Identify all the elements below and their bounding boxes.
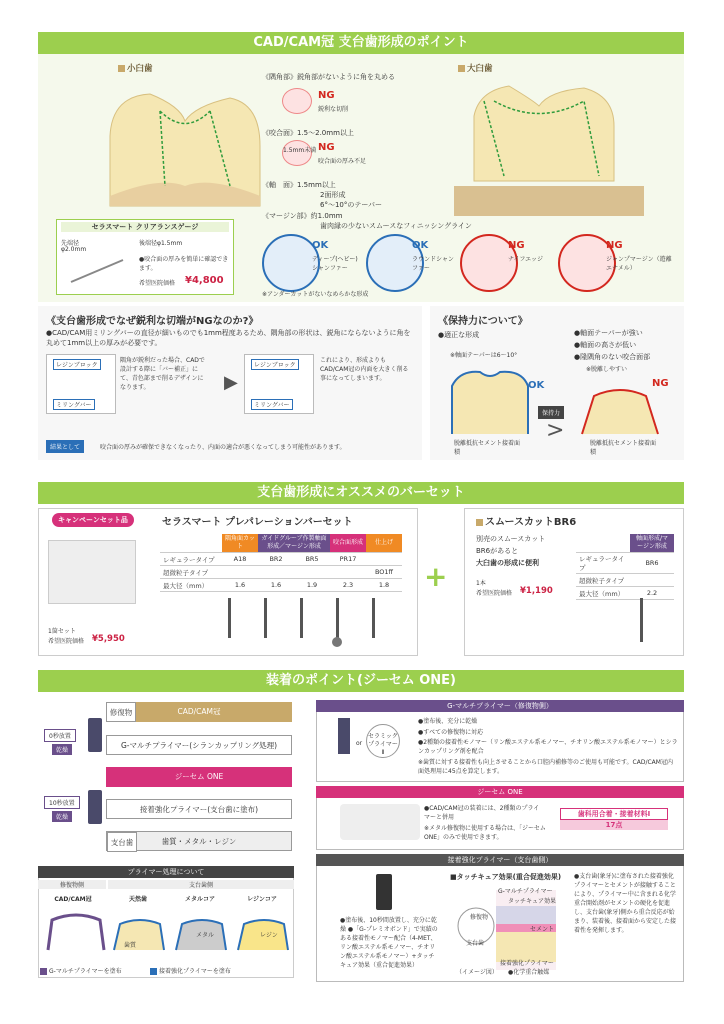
ng-note: ※脱離しやすい [586, 366, 628, 373]
p-label-resin: レジン [260, 932, 278, 939]
section2-mid: 隅角が鋭利だった場合、CADで設計する際に「バー補正」にて、青色部まで削るデザインになります。 [120, 357, 205, 391]
primer-diagrams [44, 910, 290, 954]
block-diagram-1 [46, 354, 116, 414]
ann-occlusal: 《咬合面》1.5～2.0mm以上 [262, 129, 354, 137]
gm-head: G-マルチプライマー（修復物側） [316, 700, 684, 712]
section5-title: 装着のポイント(ジーセム ONE) [38, 670, 684, 692]
margin-ng1-verdict: NG [508, 240, 525, 251]
campaign-badge: キャンペーンセット品 [52, 513, 134, 527]
gauge-rear: 後端径φ1.5mm [139, 240, 183, 247]
gc-badge1: 歯科用合着・接着材料Ⅰ [560, 808, 668, 820]
gauge-price: ¥4,800 [185, 275, 224, 286]
ann-margin-2: 歯肉縁の少ないスムースなフィニッシングライン [320, 222, 472, 230]
bar1-label: ミリングバー [53, 399, 95, 410]
taper-note: ※軸面テーパーは6～10° [450, 352, 518, 359]
ann-axial-3: 6°～10°のテーパー [320, 201, 383, 209]
col-corner: 隅角面カット [222, 534, 258, 553]
dry-2: 乾燥 [52, 811, 72, 822]
table-row: 最大径（mm） 1.6 1.6 1.9 2.3 1.8 [160, 579, 402, 592]
plus-icon: + [424, 560, 448, 593]
gm-list-2: ●すべての修復物に対応 [418, 729, 484, 736]
gauge-price-label: 希望医院価格 [139, 280, 176, 287]
col-guide: ガイドグルーブ作製軸面形成／マージン形成 [258, 534, 330, 553]
legend-gm: G-マルチプライマーを塗布 [40, 966, 122, 975]
block-diagram-2 [244, 354, 314, 414]
molar-diagram [464, 76, 624, 186]
section2-title: 《支台歯形成でなぜ鋭利な切端がNGなのか?》 [46, 316, 259, 327]
ng-corner-label: NG [318, 90, 335, 101]
bar2-label: ミリングバー [251, 399, 293, 410]
arrow-icon: ▶ [224, 372, 238, 393]
molar-label: 大臼歯 [458, 62, 493, 74]
gm-tag: セラミックプライマーⅡ [366, 724, 400, 758]
margin-ng2-verdict: NG [606, 240, 623, 251]
primer-col-natural: 天然歯 [128, 896, 147, 903]
d-sub: 支台歯 [466, 940, 485, 947]
barset-table [160, 534, 402, 592]
step-restoration: 修復物 CAD/CAM冠 [106, 702, 292, 722]
primer-sub: 支台歯側 [108, 880, 294, 889]
ann-axial-2: 2面形成 [320, 191, 346, 199]
step-gcem: ジーセム ONE [106, 767, 292, 787]
barset-name: セラスマート プレパレーションバーセット [162, 517, 353, 528]
ng-list-3: ●隆隅角のない咬合面部 [574, 353, 651, 361]
margin-ok2-verdict: OK [412, 240, 429, 251]
ng-list-1: ●軸面テーパーが強い [574, 329, 643, 337]
set-price: ¥5,950 [92, 634, 125, 644]
margin-ok2-text: ラウンドシャンファー [412, 256, 454, 272]
gc-note: ※メタル修復物に使用する場合は、「ジーセム ONE」のみで使用できます。 [424, 825, 546, 841]
step-substrate: 支台歯 歯質・メタル・レジン [106, 831, 292, 851]
bur-illustrations [224, 598, 414, 652]
section3-title: 《保持力について》 [438, 316, 528, 327]
ann-corner: 《隅角部》鋭角部がないように角を丸める [262, 73, 395, 81]
premolar-diagram [100, 76, 270, 216]
margin-ng2-text: ジャンプマージン（遊離エナメル） [606, 256, 672, 272]
ng-occlusal-text: 咬合面の厚み不足 [318, 158, 367, 165]
section1-title: CAD/CAM冠 支台歯形成のポイント [38, 32, 684, 54]
smoothcut-name: スムースカットBR6 [476, 513, 576, 528]
wait-10s: 10秒放置 [44, 796, 80, 809]
gauge-icon [67, 256, 127, 286]
table-row: レギュラータイプ A18 BR2 BR5 PR17 [160, 553, 402, 566]
smoothcut-table [576, 534, 674, 600]
wait-0s: 0秒放置 [44, 729, 76, 742]
ann-margin: 《マージン部》約1.0mm [262, 212, 343, 220]
smoothcut-bur [640, 598, 643, 642]
section2-text: ●CAD/CAM用ミリングバーの直径が細いものでも1mm程度あるため、隅角部の形状は、鋭角にならないように角を丸めて1mm以上の厚みが必要です。 [46, 329, 411, 347]
p-label-metal: メタル [196, 932, 215, 939]
greater-than-icon: > [546, 418, 565, 443]
d-gm: G-マルチプライマー [498, 888, 553, 895]
ng-occlusal-label: NG [318, 142, 335, 153]
barset-image [48, 540, 136, 604]
d-cem: セメント [530, 926, 555, 933]
step-enh-primer: 接着強化プライマー(支台歯に塗布) [106, 799, 292, 819]
result-tag: 結果として [46, 440, 84, 453]
ng-list-2: ●軸面の高さが低い [574, 341, 637, 349]
smoothcut-desc2: BR6があると [476, 547, 519, 555]
ann-axial: 《軸 面》1.5mm以上 [262, 181, 336, 189]
premolar-label: 小臼歯 [118, 62, 153, 74]
col-occlusal: 咬合面形成 [330, 534, 366, 553]
p-label-tooth: 歯質 [124, 942, 137, 949]
step-gm-primer: G-マルチプライマー(シランカップリング処理) [106, 735, 292, 755]
margin-ok1-verdict: OK [312, 240, 329, 251]
gm-list-1: ●塗布後、充分に乾燥 [418, 718, 478, 725]
smoothcut-desc3: 大臼歯の形成に便利 [476, 559, 539, 567]
block1-label: レジンブロック [53, 359, 101, 370]
section2-right: これにより、形成よりもCAD/CAM冠の内面を大きく削る事になってしまいます。 [320, 357, 409, 382]
primer-col-cadcam: CAD/CAM冠 [54, 896, 92, 903]
gc-list: ●CAD/CAM冠の装着には、2種類のプライマーと併用 [424, 805, 540, 821]
enh-bottle [88, 790, 102, 824]
gc-badge2: 17点 [560, 820, 668, 830]
sm-col: 軸面形成/マージン形成 [630, 534, 674, 553]
d-image: （イメージ図） [456, 969, 498, 976]
table-row: 超微粒子タイプ [576, 574, 674, 587]
section4-title: 支台歯形成にオススメのバーセット [38, 482, 684, 504]
retention-arrow-label: 保持力 [538, 406, 564, 419]
enh-product-image [376, 874, 392, 910]
ng-occlusal-tag: 1.5mm未満 [283, 147, 317, 154]
block2-label: レジンブロック [251, 359, 299, 370]
undercut-note: ※アンダーカットがないなめらかな形成 [262, 291, 369, 298]
table-row: 最大径（mm） 2.2 [576, 587, 674, 600]
table-row: レギュラータイプ BR6 [576, 553, 674, 574]
dry-1: 乾燥 [52, 744, 72, 755]
enh-head: 接着強化プライマー（支台歯側） [316, 854, 684, 866]
gauge-tip-label: 先端径 [61, 240, 80, 247]
ok-list: ●適正な形成 [438, 331, 480, 339]
d-rest: 修復物 [470, 914, 489, 921]
ng-label: NG [652, 378, 669, 389]
gm-list-3: ●2種類の接着性モノマー（リン酸エステル系モノマー、チオリン酸エステル系モノマー）とシランカップリング剤を配合 [418, 739, 678, 755]
gauge-desc: ●咬合面の厚みを簡単に確認できます。 [139, 256, 229, 272]
ok-caption: 脱離抵抗セメント接着面積 [454, 440, 521, 456]
touch-head: ■タッチキュア効果(重合促進効果) [450, 873, 562, 881]
d-tc: タッチキュア効果 [508, 898, 557, 905]
margin-ng1-text: ナイフエッジ [508, 256, 543, 263]
ok-label: OK [528, 380, 545, 391]
gauge-title: セラスマート クリアランスゲージ [61, 222, 229, 232]
gc-head: ジーセム ONE [316, 786, 684, 798]
col-finish: 仕上げ [366, 534, 402, 553]
primer-rest: 修復物側 [38, 880, 106, 889]
gm-bottle [88, 718, 102, 752]
result-text: 咬合面の厚みが確保できなくなったり、内面の適合が悪くなってしまう可能性があります。 [100, 444, 346, 451]
table-row: 超微粒子タイプ BO1ff [160, 566, 402, 579]
gauge-tip-value: φ2.0mm [61, 246, 87, 253]
molar-root [454, 186, 644, 216]
primer-col-resin: レジンコア [247, 896, 277, 903]
smoothcut-qty: 1本 [476, 580, 486, 587]
d-enh: 接着強化プライマー [500, 960, 554, 967]
gm-or: or [356, 740, 363, 747]
legend-enh: 接着強化プライマーを塗布 [150, 966, 231, 975]
set-qty: 1箇セット [48, 628, 76, 635]
gm-note: ※歯質に対する接着性も向上させることから口腔内補修等のご使用も可能です。CAD/CAM冠内面処理用に45点を算定します。 [418, 759, 673, 775]
primer-col-metal: メタルコア [184, 896, 215, 903]
gc-product-image [340, 804, 420, 840]
smoothcut-desc1: 別売のスムースカット [476, 535, 546, 543]
set-price-label: 希望医院価格 [48, 638, 85, 645]
enh-list: ●塗布後、10秒間放置し、充分に乾燥 ●「G-プレミオボンド」で実績のある接着性モノマー配合（4-MET、リン酸エステル系モノマー、チオリン酸エステル系モノマー）+タッチキュア効果（重合促進効果） [340, 917, 438, 969]
touch-right: ●支台歯(象牙)に塗布された接着強化プライマーとセメントが接触することにより、プライマー中に含まれる化学重合開始剤がセメントの硬化を促進し、支台歯(象牙)側から重合反応が始まり、装着後、接着面から安定した接着性を発揮します。 [574, 873, 677, 934]
ok-tooth-diagram [450, 366, 530, 436]
gauge-box [56, 219, 234, 295]
margin-ok1-text: ディープ(ヘビー)シャンファー [312, 256, 358, 272]
ng-corner-circle [282, 88, 312, 114]
ng-corner-text: 鋭利な切削 [318, 106, 349, 113]
ng-caption: 脱離抵抗セメント接着面積 [590, 440, 657, 456]
d-cat: ●化学重合触媒 [508, 969, 550, 976]
smoothcut-price: ¥1,190 [520, 586, 553, 596]
ng-tooth-diagram [580, 376, 660, 436]
smoothcut-price-label: 希望医院価格 [476, 590, 513, 597]
gm-product-image [338, 718, 350, 754]
primer-head: プライマー処理について [38, 866, 294, 878]
